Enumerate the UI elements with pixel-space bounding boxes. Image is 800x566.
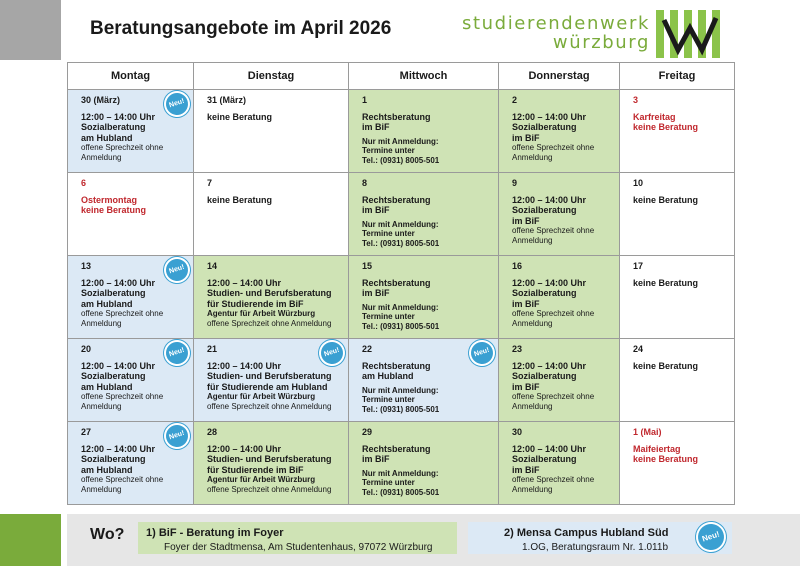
day-entry-line: Nur mit Anmeldung:	[362, 302, 439, 312]
day-entry-line: offene Sprechzeit ohne	[512, 309, 595, 318]
footer-green-square	[0, 514, 61, 566]
day-entry-line: keine Beratung	[633, 122, 699, 132]
day-cell	[349, 256, 499, 339]
day-entry-line: im BiF	[512, 381, 540, 392]
day-cell	[349, 339, 499, 422]
day-entry-line: keine Beratung	[207, 194, 273, 205]
day-entry-line: 12:00 – 14:00 Uhr	[512, 194, 587, 205]
day-entry-line: Sozialberatung	[512, 205, 577, 215]
day-cell	[349, 90, 499, 173]
day-entry-line: Sozialberatung	[81, 371, 146, 381]
day-entry-line: Rechtsberatung	[362, 443, 431, 454]
day-entry-line: Anmeldung	[512, 235, 553, 245]
day-entry-line: im BiF	[362, 122, 390, 132]
day-entry-line: für Studierende im BiF	[207, 298, 304, 309]
day-date: 28	[207, 427, 218, 437]
week-row	[68, 422, 735, 505]
day-entry-line: keine Beratung	[633, 454, 699, 464]
day-entry-line: im BiF	[512, 464, 540, 475]
week-row	[68, 173, 735, 256]
day-cell	[620, 173, 735, 256]
day-entry-line: Agentur für Arbeit Würzburg	[207, 392, 316, 401]
day-entry-line: Anmeldung	[81, 484, 122, 494]
day-entry-line: Sozialberatung	[512, 288, 577, 298]
location-bif-address: Foyer der Stadtmensa, Am Studentenhaus, 97072 Würzburg	[164, 542, 433, 553]
day-cell	[499, 173, 620, 256]
day-entry-line: Maifeiertag	[633, 443, 681, 454]
day-cell	[620, 339, 735, 422]
day-entry-line: im BiF	[362, 205, 390, 215]
day-entry-line: Nur mit Anmeldung:	[362, 136, 439, 146]
day-entry-line: im BiF	[362, 454, 390, 464]
day-entry-line: Rechtsberatung	[362, 111, 431, 122]
location-hubland-title: 2) Mensa Campus Hubland Süd	[504, 527, 669, 539]
day-entry-line: keine Beratung	[207, 111, 273, 122]
neu-badge-icon: Neu!	[163, 256, 191, 284]
day-entry-line: am Hubland	[81, 464, 133, 475]
day-date: 9	[512, 178, 518, 188]
day-entry-line: offene Sprechzeit ohne Anmeldung	[207, 318, 332, 328]
day-entry-line: offene Sprechzeit ohne Anmeldung	[207, 401, 332, 411]
day-entry-line: am Hubland	[81, 298, 133, 309]
day-entry-line: Termine unter	[362, 312, 415, 321]
day-cell	[620, 422, 735, 505]
day-cell	[68, 173, 194, 256]
neu-badge-icon: Neu!	[468, 339, 496, 367]
day-entry-line: Anmeldung	[81, 401, 122, 411]
day-entry-line: offene Sprechzeit ohne	[81, 392, 164, 401]
day-cell	[349, 173, 499, 256]
calendar-table	[67, 62, 735, 505]
week-row	[68, 256, 735, 339]
location-hubland-address: 1.OG, Beratungsraum Nr. 1.011b	[522, 542, 669, 553]
day-date: 23	[512, 344, 523, 354]
day-entry-line: 12:00 – 14:00 Uhr	[512, 443, 587, 454]
day-entry-line: 12:00 – 14:00 Uhr	[81, 360, 156, 371]
day-entry-line: am Hubland	[81, 132, 133, 143]
day-entry-line: 12:00 – 14:00 Uhr	[207, 277, 282, 288]
day-entry-line: Studien- und Berufsberatung	[207, 454, 332, 464]
day-entry-line: Anmeldung	[512, 152, 553, 162]
location-bif-box	[138, 522, 457, 554]
day-entry-line: Sozialberatung	[512, 122, 577, 132]
day-entry-line: 12:00 – 14:00 Uhr	[81, 443, 156, 454]
studierendenwerk-logo	[462, 10, 728, 58]
day-date: 1 (Mai)	[633, 427, 662, 437]
day-date: 6	[81, 178, 87, 188]
day-entry-line: Sozialberatung	[512, 371, 577, 381]
logo-w-shape	[656, 10, 728, 58]
day-entry-line: Tel.: (0931) 8005-501	[362, 321, 440, 331]
day-entry-line: Tel.: (0931) 8005-501	[362, 404, 440, 414]
weekday-header: Dienstag	[194, 63, 349, 90]
day-entry-line: keine Beratung	[633, 360, 699, 371]
day-entry-line: Nur mit Anmeldung:	[362, 219, 439, 229]
header-gray-square	[0, 0, 61, 60]
day-entry-line: Anmeldung	[81, 152, 122, 162]
day-entry-line: Termine unter	[362, 478, 415, 487]
day-date: 15	[362, 261, 373, 271]
day-entry-line: offene Sprechzeit ohne	[81, 143, 164, 152]
calendar-body	[68, 90, 735, 505]
day-date: 31 (März)	[207, 95, 247, 105]
day-entry-line: Anmeldung	[81, 318, 122, 328]
day-entry-line: keine Beratung	[81, 205, 147, 215]
day-entry-line: 12:00 – 14:00 Uhr	[81, 277, 156, 288]
day-entry-line: Termine unter	[362, 146, 415, 155]
neu-badge-icon: Neu!	[163, 422, 191, 450]
day-cell	[620, 90, 735, 173]
day-entry-line: Agentur für Arbeit Würzburg	[207, 475, 316, 484]
day-entry-line: 12:00 – 14:00 Uhr	[512, 277, 587, 288]
day-entry-line: Anmeldung	[512, 484, 553, 494]
day-entry-line: Rechtsberatung	[362, 277, 431, 288]
day-entry-line: Sozialberatung	[81, 288, 146, 298]
day-date: 1	[362, 95, 368, 105]
day-entry-line: Ostermontag	[81, 194, 138, 205]
day-cell	[194, 256, 349, 339]
weekday-header: Mittwoch	[349, 63, 499, 90]
day-entry-line: keine Beratung	[633, 194, 699, 205]
day-entry-line: für Studierende am Hubland	[207, 381, 328, 392]
day-cell	[194, 90, 349, 173]
day-date: 20	[81, 344, 92, 354]
day-date: 16	[512, 261, 523, 271]
day-date: 8	[362, 178, 368, 188]
day-entry-line: am Hubland	[81, 381, 133, 392]
day-cell	[499, 256, 620, 339]
day-cell	[194, 422, 349, 505]
day-cell	[620, 256, 735, 339]
day-entry-line: Anmeldung	[512, 318, 553, 328]
day-entry-line: 12:00 – 14:00 Uhr	[207, 443, 282, 454]
day-date: 24	[633, 344, 644, 354]
weekday-header: Donnerstag	[499, 63, 620, 90]
day-date: 22	[362, 344, 373, 354]
week-row	[68, 339, 735, 422]
day-cell	[499, 422, 620, 505]
day-entry-line: offene Sprechzeit ohne	[512, 226, 595, 235]
day-entry-line: offene Sprechzeit ohne	[512, 392, 595, 401]
day-entry-line: im BiF	[512, 298, 540, 309]
day-date: 14	[207, 261, 218, 271]
neu-badge-icon: Neu!	[163, 90, 191, 118]
day-entry-line: keine Beratung	[633, 277, 699, 288]
day-entry-line: Studien- und Berufsberatung	[207, 288, 332, 298]
day-date: 27	[81, 427, 92, 437]
day-cell	[499, 90, 620, 173]
day-entry-line: Nur mit Anmeldung:	[362, 468, 439, 478]
day-cell	[499, 339, 620, 422]
day-entry-line: Karfreitag	[633, 111, 676, 122]
page-title: Beratungsangebote im April 2026	[90, 18, 392, 39]
weekday-header: Freitag	[620, 63, 735, 90]
day-date: 17	[633, 261, 644, 271]
day-entry-line: Agentur für Arbeit Würzburg	[207, 309, 316, 318]
day-entry-line: Termine unter	[362, 229, 415, 238]
day-entry-line: im BiF	[512, 215, 540, 226]
day-entry-line: im BiF	[362, 288, 390, 298]
logo-line1: studierendenwerk	[462, 13, 650, 34]
day-date: 29	[362, 427, 373, 437]
day-entry-line: Rechtsberatung	[362, 194, 431, 205]
day-date: 30 (März)	[81, 95, 121, 105]
day-entry-line: Nur mit Anmeldung:	[362, 385, 439, 395]
day-entry-line: Tel.: (0931) 8005-501	[362, 155, 440, 165]
day-entry-line: offene Sprechzeit ohne	[512, 475, 595, 484]
day-cell	[68, 256, 194, 339]
logo-line2: würzburg	[552, 32, 650, 53]
day-cell	[194, 173, 349, 256]
day-entry-line: für Studierende im BiF	[207, 464, 304, 475]
location-hubland-box	[468, 522, 732, 554]
day-entry-line: Studien- und Berufsberatung	[207, 371, 332, 381]
day-entry-line: 12:00 – 14:00 Uhr	[81, 111, 156, 122]
day-date: 13	[81, 261, 92, 271]
neu-badge-icon: Neu!	[318, 339, 346, 367]
day-date: 30	[512, 427, 523, 437]
day-cell	[194, 339, 349, 422]
day-entry-line: Sozialberatung	[81, 454, 146, 464]
day-entry-line: am Hubland	[362, 371, 414, 381]
day-entry-line: Tel.: (0931) 8005-501	[362, 487, 440, 497]
day-entry-line: 12:00 – 14:00 Uhr	[512, 111, 587, 122]
day-entry-line: Anmeldung	[512, 401, 553, 411]
day-entry-line: Tel.: (0931) 8005-501	[362, 238, 440, 248]
day-date: 7	[207, 178, 213, 188]
day-entry-line: offene Sprechzeit ohne Anmeldung	[207, 484, 332, 494]
day-date: 10	[633, 178, 644, 188]
day-entry-line: 12:00 – 14:00 Uhr	[512, 360, 587, 371]
day-cell	[68, 90, 194, 173]
day-entry-line: Sozialberatung	[512, 454, 577, 464]
day-entry-line: offene Sprechzeit ohne	[81, 475, 164, 484]
where-label: Wo?	[90, 526, 125, 543]
day-cell	[68, 422, 194, 505]
day-cell	[349, 422, 499, 505]
day-date: 21	[207, 344, 218, 354]
week-row	[68, 90, 735, 173]
weekday-header: Montag	[68, 63, 194, 90]
logo-w-icon	[656, 10, 728, 58]
day-entry-line: Termine unter	[362, 395, 415, 404]
weekday-header-row	[68, 63, 735, 90]
day-entry-line: offene Sprechzeit ohne	[81, 309, 164, 318]
day-cell	[68, 339, 194, 422]
day-date: 2	[512, 95, 518, 105]
day-entry-line: 12:00 – 14:00 Uhr	[207, 360, 282, 371]
day-entry-line: offene Sprechzeit ohne	[512, 143, 595, 152]
day-entry-line: Sozialberatung	[81, 122, 146, 132]
neu-badge-icon: Neu!	[163, 339, 191, 367]
day-entry-line: Rechtsberatung	[362, 360, 431, 371]
day-date: 3	[633, 95, 639, 105]
neu-badge-icon: Neu!	[695, 521, 728, 554]
location-bif-title: 1) BiF - Beratung im Foyer	[146, 527, 284, 539]
day-entry-line: im BiF	[512, 132, 540, 143]
